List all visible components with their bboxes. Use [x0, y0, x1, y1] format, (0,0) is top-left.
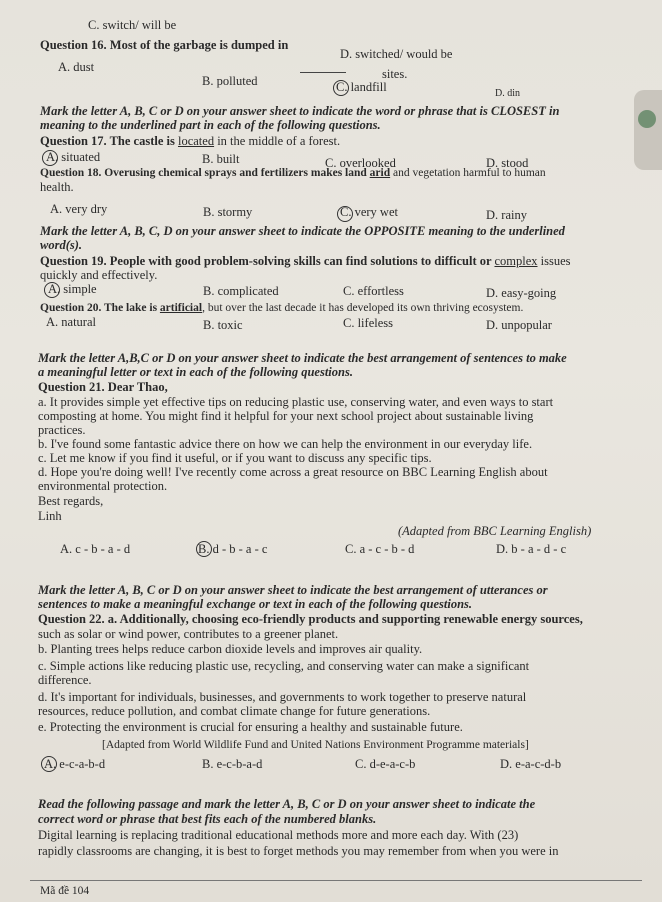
q16-tail: sites. — [382, 67, 408, 81]
q20-underlined: artificial — [159, 302, 203, 314]
q21-line-2: composting at home. You might find it helpful for your next school project about sustainable living — [38, 409, 534, 423]
q20-option-b: B. toxic — [203, 318, 243, 332]
q17-post: in the middle of a forest. — [214, 134, 341, 148]
q22-line-8: e. Protecting the environment is crucial for ensuring a healthy and sustainable future. — [38, 720, 463, 734]
q22-line-6: d. It's important for individuals, businesses, and governments to work together to preserve natural — [38, 690, 527, 704]
q19-option-a: A. simple — [48, 282, 97, 296]
instruction-utterances-line1: Mark the letter A, B, C or D on your answer sheet to indicate the best arrangement of utterances or — [38, 583, 548, 597]
q19-underlined: complex — [494, 254, 538, 268]
q16-blank — [300, 62, 346, 76]
instruction-closest-line2: meaning to the underlined part in each of the following questions. — [40, 118, 381, 132]
q17-option-c: C. overlooked — [325, 156, 396, 170]
passage-line-2: rapidly classrooms are changing, it is best to forget methods you may remember from when you were in — [38, 844, 559, 858]
q19-option-b: B. complicated — [203, 284, 279, 298]
q15-option-c: C. switch/ will be — [88, 18, 177, 32]
q22-line-1: Question 22. a. Additionally, choosing eco-friendly products and supporting renewable energy sources, — [38, 612, 583, 626]
q22-option-c: C. d-e-a-c-b — [355, 757, 416, 771]
q21-line-6: d. Hope you're doing well! I've recently come across a great resource on BBC Learning English about — [38, 465, 548, 479]
q18-pre: Question 18. Overusing chemical sprays and fertilizers makes land — [40, 167, 370, 179]
instruction-opposite-line1: Mark the letter A, B, C, D on your answer sheet to indicate the OPPOSITE meaning to the underlined — [40, 224, 565, 238]
q22-source: [Adapted from World Wildlife Fund and United Nations Environment Programme materials] — [102, 739, 529, 751]
q20-post: , but over the last decade it has developed its own thriving ecosystem. — [202, 302, 524, 314]
q21-line-9: Linh — [38, 509, 62, 523]
q17-pre: Question 17. The castle is — [40, 134, 178, 148]
q22-option-d: D. e-a-c-d-b — [500, 757, 562, 771]
instruction-passage-line1: Read the following passage and mark the letter A, B, C or D on your answer sheet to indicate the — [38, 797, 536, 811]
q20-stem — [40, 301, 523, 315]
q19-stem — [40, 254, 571, 268]
q20-pre: Question 20. The lake is — [40, 302, 160, 314]
q17-option-b: B. built — [202, 152, 240, 166]
q21-line-7: environmental protection. — [38, 479, 168, 493]
q18-option-d: D. rainy — [486, 208, 527, 222]
q16-option-b: B. polluted — [202, 74, 258, 88]
q20-option-c: C. lifeless — [343, 316, 393, 330]
q21-line-3: practices. — [38, 423, 86, 437]
q21-option-b: B. d - b - a - c — [198, 542, 268, 556]
q22-option-a: A. e-c-a-b-d — [44, 757, 106, 771]
q22-line-3: b. Planting trees helps reduce carbon dioxide levels and improves air quality. — [38, 642, 423, 656]
instruction-opposite-line2: word(s). — [40, 238, 83, 252]
q19-option-d: D. easy-going — [486, 286, 557, 300]
q22-line-4: c. Simple actions like reducing plastic use, recycling, and conserving water can make a significant — [38, 659, 530, 673]
q22-line-7: resources, reduce pollution, and combat climate change for future generations. — [38, 704, 431, 718]
q17-option-a: A. situated — [46, 150, 101, 164]
q22-option-b: B. e-c-b-a-d — [202, 757, 263, 771]
instruction-passage-line2: correct word or phrase that best fits each of the numbered blanks. — [38, 812, 377, 826]
q21-option-d: D. b - a - d - c — [496, 542, 567, 556]
q18-post: and vegetation harmful to human — [390, 167, 546, 179]
q18-underlined: arid — [369, 167, 391, 179]
exam-code: Mã đề 104 — [40, 885, 90, 897]
q18-stem — [40, 166, 546, 180]
instruction-arrange-line1: Mark the letter A,B,C or D on your answer sheet to indicate the best arrangement of sentences to make — [38, 351, 567, 365]
q15-option-d: D. switched/ would be — [340, 47, 453, 61]
q17-underlined: located — [177, 134, 215, 148]
q18-option-c: C. very wet — [340, 205, 398, 219]
q21-line-1: a. It provides simple yet effective tips on reducing plastic use, conserving water, and even ways to start — [38, 395, 554, 409]
q20-option-a: A. natural — [46, 315, 96, 329]
background-object-2 — [638, 110, 656, 128]
q21-line-8: Best regards, — [38, 494, 104, 508]
footer-divider — [30, 880, 642, 881]
instruction-utterances-line2: sentences to make a meaningful exchange or text in each of the following questions. — [38, 597, 473, 611]
q17-option-d: D. stood — [486, 156, 529, 170]
q19-pre: Question 19. People with good problem-solving skills can find solutions to difficult or — [40, 254, 495, 268]
q21-line-5: c. Let me know if you find it useful, or if you want to discuss any specific tips. — [38, 451, 432, 465]
q18-line2: health. — [40, 180, 74, 194]
instruction-arrange-line2: a meaningful letter or text in each of the following questions. — [38, 365, 353, 379]
q18-option-a: A. very dry — [50, 202, 108, 216]
q16-option-d: D. din — [495, 88, 520, 99]
q17-stem — [40, 134, 340, 148]
q21-option-a: A. c - b - a - d — [60, 542, 131, 556]
background-object — [634, 90, 662, 170]
q21-title: Question 21. Dear Thao, — [38, 380, 168, 394]
q16-stem — [40, 38, 288, 52]
q21-line-4: b. I've found some fantastic advice there on how we can help the environment in our everyday life. — [38, 437, 533, 451]
q19-option-c: C. effortless — [343, 284, 404, 298]
q16-stem-text: Question 16. Most of the garbage is dumped in — [40, 38, 289, 52]
q21-source: (Adapted from BBC Learning English) — [398, 524, 592, 538]
q19-post: issues — [537, 254, 571, 268]
passage-line-1: Digital learning is replacing traditional educational methods more and more each day. With (23) — [38, 828, 519, 842]
q22-line-5: difference. — [38, 673, 92, 687]
q21-option-c: C. a - c - b - d — [345, 542, 415, 556]
q16-option-c: C. landfill — [336, 80, 387, 94]
q22-line-2: such as solar or wind power, contributes to a greener planet. — [38, 627, 339, 641]
q19-line2: quickly and effectively. — [40, 268, 158, 282]
q16-option-a: A. dust — [58, 60, 95, 74]
instruction-closest-line1: Mark the letter A, B, C or D on your answer sheet to indicate the word or phrase that is CLOSEST in — [40, 104, 560, 118]
q20-option-d: D. unpopular — [486, 318, 552, 332]
q18-option-b: B. stormy — [203, 205, 253, 219]
